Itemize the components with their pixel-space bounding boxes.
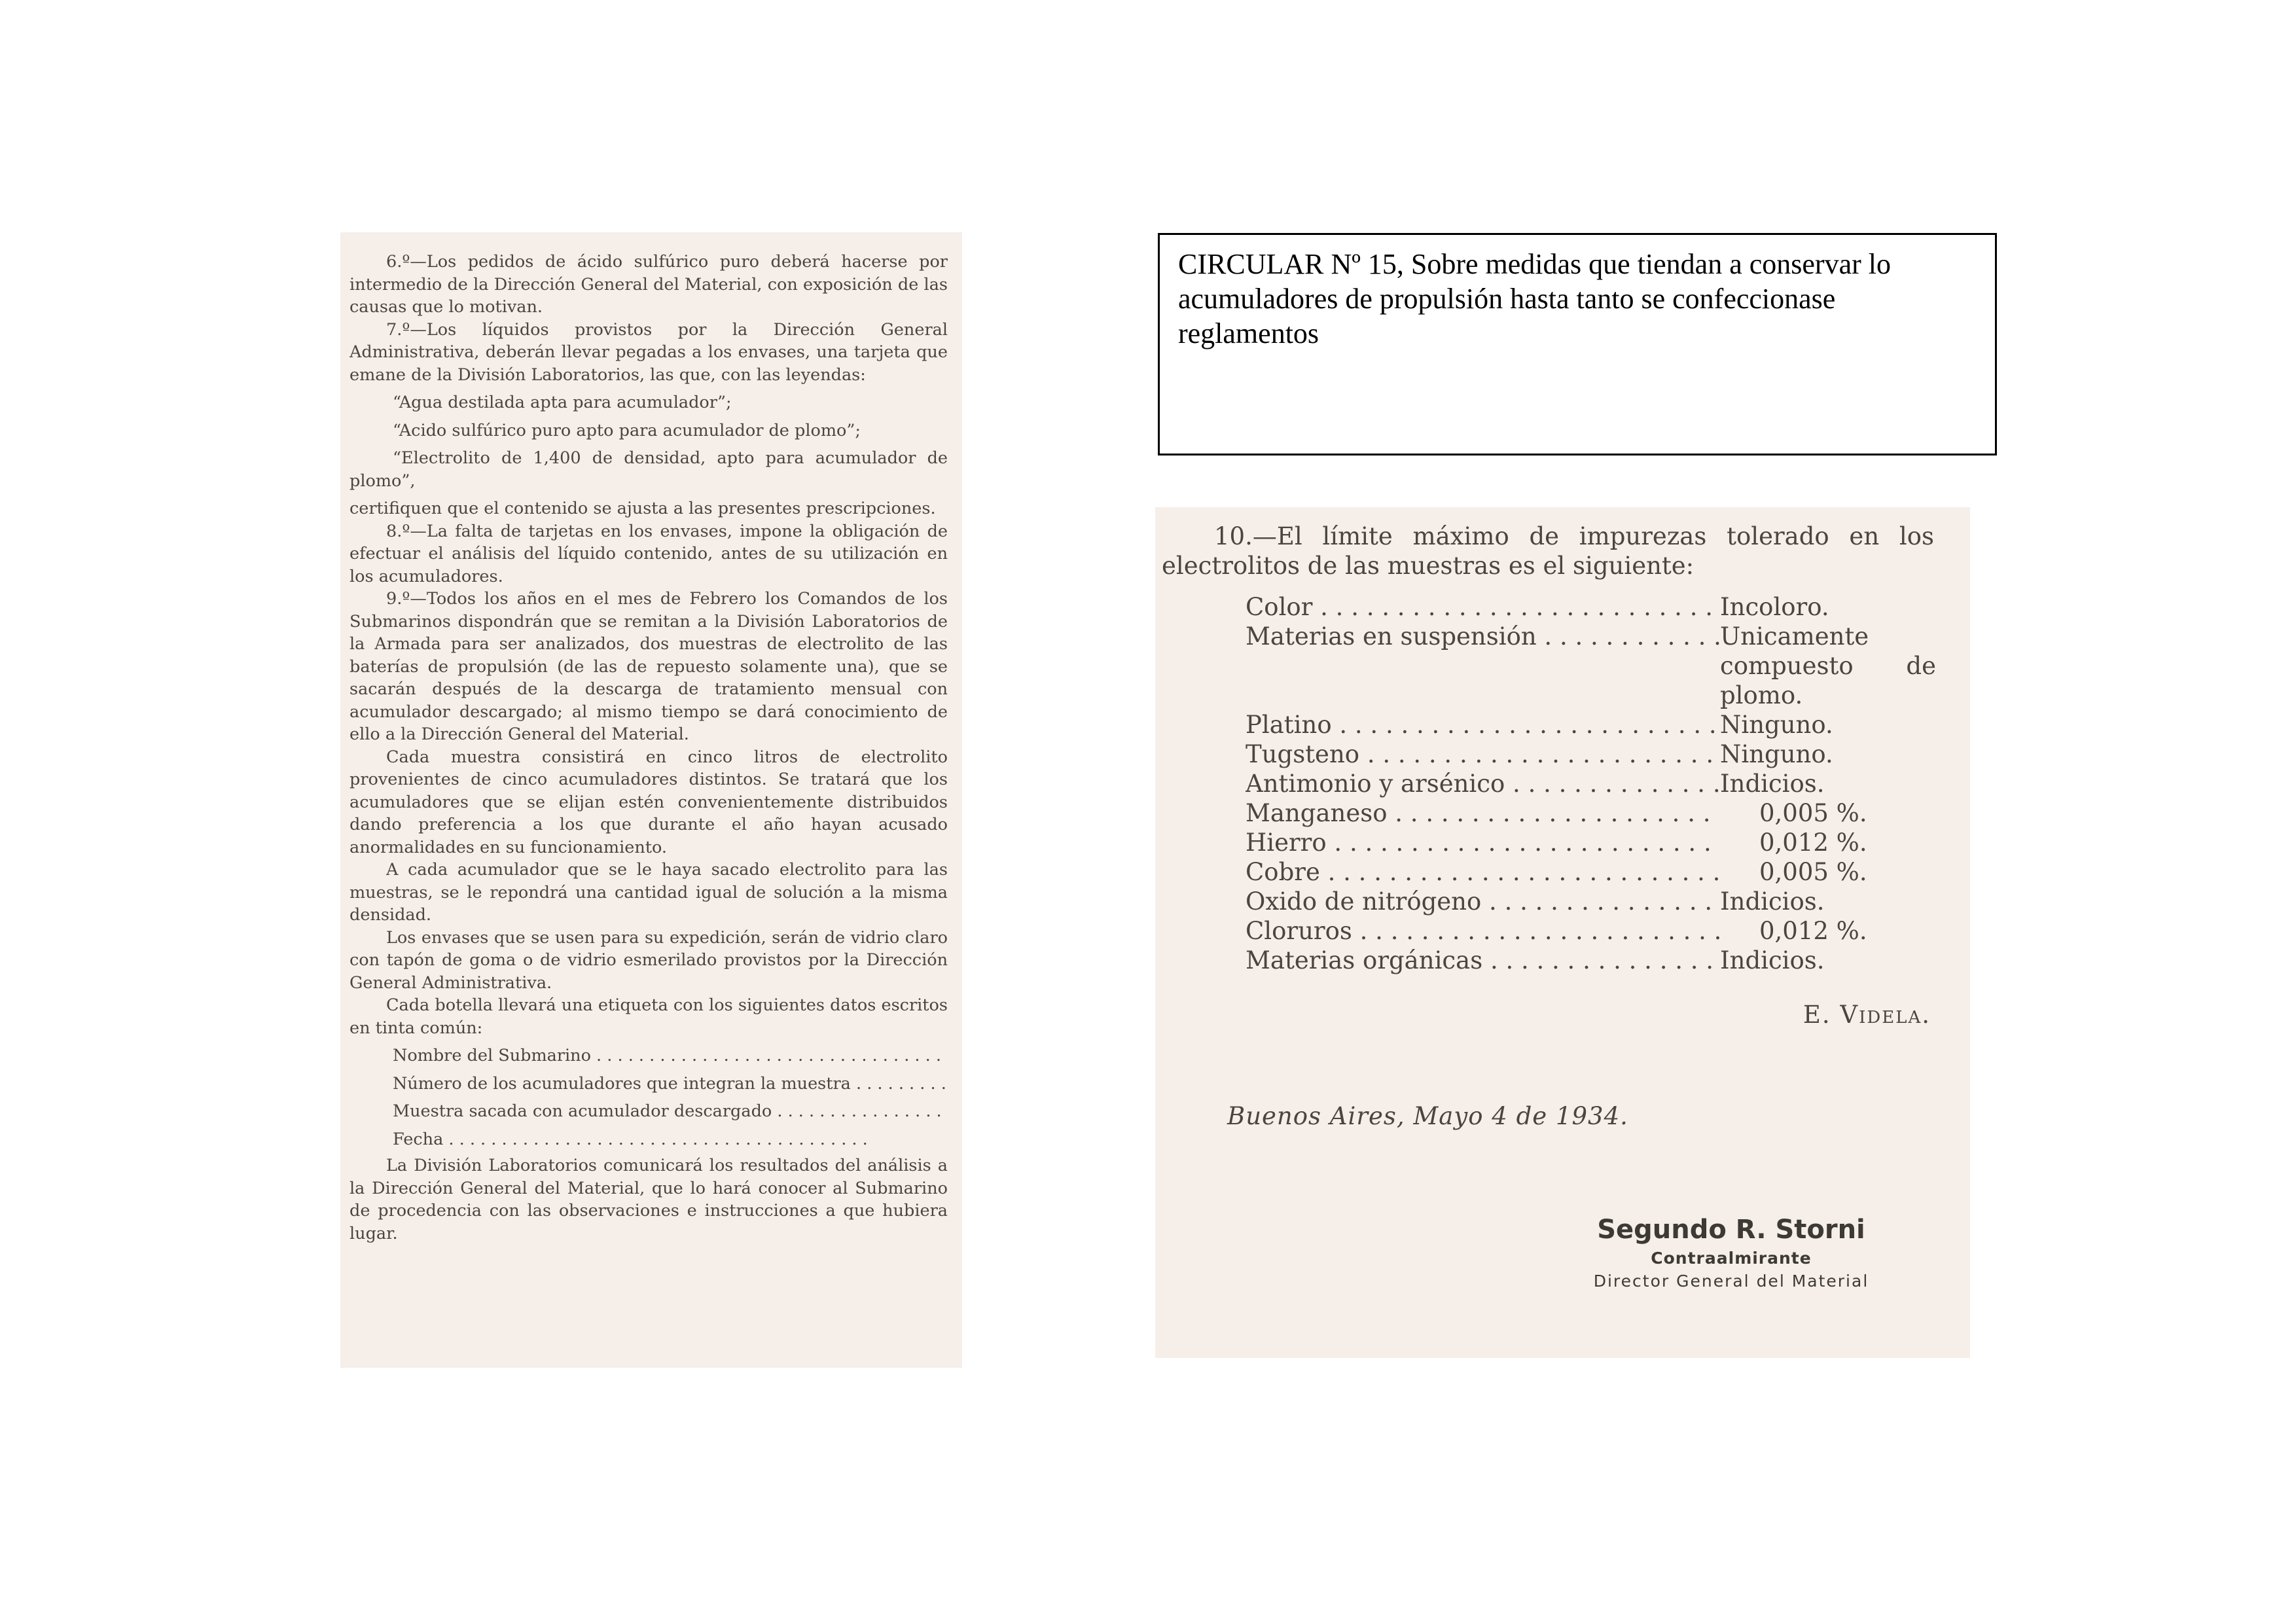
impurity-limit: 0,012 %. — [1759, 829, 1867, 857]
left-paragraph: Cada muestra consistirá en cinco litros de electrolito provenientes de cinco acumuladores distintos. Se tratará que los acumuladores que se elijan estén convenientemente distribuidos dando preferencia a los que durante el año hayan acusado anormalidades en su funcionamiento. — [350, 747, 948, 857]
impurity-row — [1246, 887, 1970, 916]
signatory-title: Director General del Material — [1593, 1272, 1869, 1291]
signature-block — [1574, 1213, 1888, 1293]
impurity-name: Color . . . — [1246, 592, 1720, 622]
label-field: Nombre del Submarino . . . — [393, 1044, 948, 1067]
left-paragraph: A cada acumulador que se le haya sacado electrolito para las muestras, se le repondrá una cantidad igual de solución a la misma densidad. — [350, 860, 948, 925]
signatory-name: Segundo R. Storni — [1597, 1215, 1865, 1245]
impurity-row — [1246, 592, 1970, 622]
impurity-limit: Indicios. — [1720, 770, 1825, 798]
impurity-name: Antimonio y arsénico . . . — [1246, 769, 1720, 798]
impurity-limit: Indicios. — [1720, 887, 1825, 916]
impurity-name: Cloruros . . . — [1246, 916, 1720, 946]
label-field: Número de los acumuladores que integran la muestra . . . — [393, 1073, 948, 1096]
label-field-list — [350, 1044, 948, 1150]
intro-number: 10. — [1214, 522, 1253, 550]
left-paragraph: 7.º—Los líquidos provistos por la Dirección General Administrativa, deberán llevar pegadas a los envases, una tarjeta que emane de la División Laboratorios, las que, con las leyendas: — [350, 319, 948, 385]
impurity-row — [1246, 857, 1970, 887]
right-page-scan — [1155, 507, 1970, 1358]
signature-initial: E. Videla. — [1803, 1001, 1931, 1029]
impurity-name: Hierro . . . — [1246, 828, 1720, 857]
impurity-limit: Indicios. — [1720, 946, 1825, 974]
left-paragraph: Los envases que se usen para su expedición, serán de vidrio claro con tapón de goma o de vidrio esmerilado provistos por la Dirección General Administrativa. — [350, 927, 948, 993]
impurity-row — [1246, 798, 1970, 828]
impurity-name: Cobre . . . — [1246, 857, 1720, 887]
left-paragraph: 6.º—Los pedidos de ácido sulfúrico puro deberá hacerse por intermedio de la Dirección General del Material, con exposición de las causas que lo motivan. — [350, 252, 948, 317]
impurity-name: Materias en suspensión . . . — [1246, 622, 1720, 710]
left-page-paragraphs — [350, 251, 948, 1039]
left-page-scan — [340, 232, 962, 1368]
left-paragraph: 8.º—La falta de tarjetas en los envases, impone la obligación de efectuar el análisis del líquido contenido, antes de su utilización en los acumuladores. — [350, 521, 948, 586]
impurity-name: Platino . . . — [1246, 710, 1720, 740]
label-field: Fecha . . . — [393, 1128, 948, 1151]
impurity-limit: 0,005 %. — [1759, 799, 1867, 827]
impurity-row — [1246, 622, 1970, 710]
impurity-limit: Unicamente compuesto de plomo. — [1720, 622, 1936, 709]
left-paragraph: 9.º—Todos los años en el mes de Febrero los Comandos de los Submarinos dispondrán que se remitan a la División Laboratorios de la Armada para ser analizados, dos muestras de electrolito de las baterías de propulsión (de las de repuesto solamente una), que se sacarán después de la descarga de tratamiento mensual con acumulador descargado; al mismo tiempo se dará conocimiento de ello a la Dirección General del Material. — [350, 589, 948, 744]
place-date: Buenos Aires, Mayo 4 de 1934. — [1227, 1102, 1628, 1130]
impurity-limit: Ninguno. — [1720, 740, 1833, 768]
impurity-name: Manganeso . . . — [1246, 798, 1720, 828]
label-legend: “Acido sulfúrico puro apto para acumulador de plomo”; — [393, 420, 861, 440]
impurity-limit: 0,012 %. — [1759, 917, 1867, 945]
impurity-name: Materias orgánicas . . . — [1246, 946, 1720, 975]
impurity-row — [1246, 828, 1970, 857]
impurity-row — [1246, 710, 1970, 740]
label-legend: “Electrolito de 1,400 de densidad, apto para acumulador de plomo”, — [350, 448, 948, 491]
impurity-intro — [1162, 522, 1970, 580]
label-legend: “Agua destilada apta para acumulador”; — [393, 393, 732, 412]
impurity-limit: 0,005 %. — [1759, 858, 1867, 886]
impurity-limit: Ninguno. — [1720, 711, 1833, 739]
impurity-limit: Incoloro. — [1720, 593, 1829, 621]
left-paragraph: Cada botella llevará una etiqueta con los siguientes datos escritos en tinta común: — [350, 995, 948, 1038]
signatory-rank: Contraalmirante — [1651, 1249, 1812, 1268]
impurity-row — [1246, 769, 1970, 798]
impurity-row — [1246, 740, 1970, 769]
impurity-name: Oxido de nitrógeno . . . — [1246, 887, 1720, 916]
impurity-row — [1246, 946, 1970, 975]
closing-paragraph: La División Laboratorios comunicará los resultados del análisis a la Dirección General del Material, que lo hará conocer al Submarino de procedencia con las observaciones e instrucciones a que hubiera lugar. — [350, 1156, 948, 1243]
impurity-row — [1246, 916, 1970, 946]
circular-title-text: CIRCULAR Nº 15, Sobre medidas que tiendan a conservar lo acumuladores de propulsión hasta tanto se confeccionase reglamentos — [1178, 248, 1891, 349]
circular-title-box — [1158, 233, 1997, 455]
left-paragraph: certifiquen que el contenido se ajusta a las presentes prescripciones. — [350, 499, 936, 518]
label-field: Muestra sacada con acumulador descargado . . . — [393, 1100, 948, 1123]
intro-text: —El límite máximo de impurezas tolerado en los electrolitos de las muestras es el siguiente: — [1162, 522, 1934, 580]
impurity-table — [1246, 592, 1970, 975]
impurity-name: Tugsteno . . . — [1246, 740, 1720, 769]
